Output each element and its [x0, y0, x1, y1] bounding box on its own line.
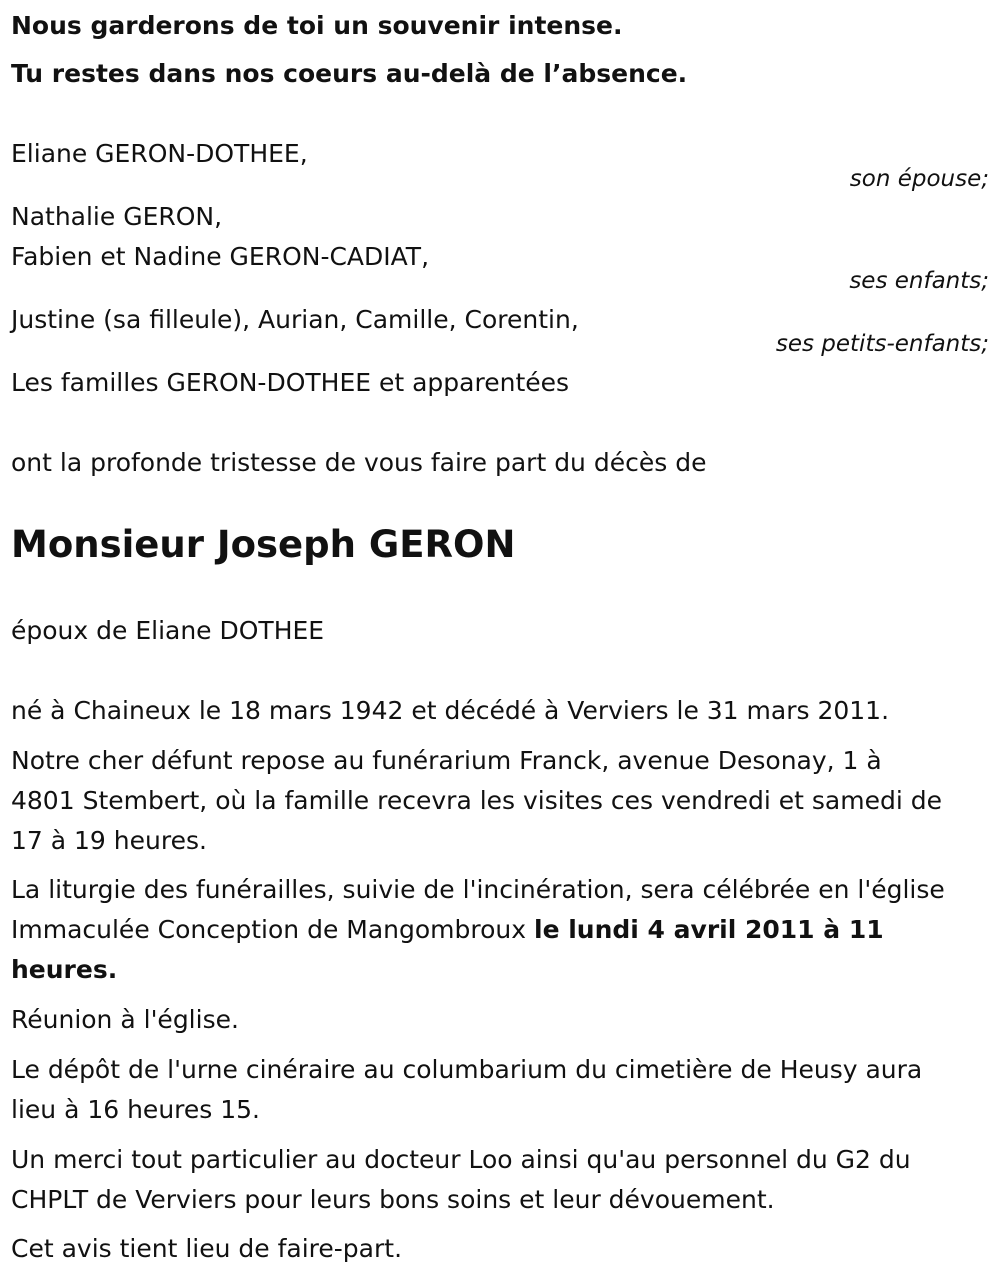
spouse-role: son épouse;: [849, 166, 989, 192]
quote-line-2: Tu restes dans nos coeurs au-delà de l’absence.: [11, 59, 688, 88]
spouse-name: Eliane GERON-DOTHEE,: [11, 139, 308, 168]
thanks-line-1: Un merci tout particulier au docteur Loo ainsi qu'au personnel du G2 du: [11, 1145, 911, 1174]
urn-line-2: lieu à 16 heures 15.: [11, 1095, 260, 1124]
liturgy-date: le lundi 4 avril 2011 à 11: [534, 915, 884, 944]
grandchildren-role: ses petits-enfants;: [775, 331, 989, 357]
liturgy-location: Immaculée Conception de Mangombroux: [11, 915, 534, 944]
child-name-1: Nathalie GERON,: [11, 202, 223, 231]
liturgy-line-3: heures.: [11, 955, 118, 984]
repose-line-2: 4801 Stembert, où la famille recevra les visites ces vendredi et samedi de: [11, 786, 942, 815]
repose-line-3: 17 à 19 heures.: [11, 826, 207, 855]
child-name-2: Fabien et Nadine GERON-CADIAT,: [11, 242, 430, 271]
liturgy-line-2: [11, 910, 884, 950]
closing-text: Cet avis tient lieu de faire-part.: [11, 1234, 403, 1263]
thanks-line-2: CHPLT de Verviers pour leurs bons soins et leur dévouement.: [11, 1185, 775, 1214]
announcement-text: ont la profonde tristesse de vous faire part du décès de: [11, 448, 707, 477]
grandchildren-names: Justine (sa filleule), Aurian, Camille, Corentin,: [11, 305, 579, 334]
birth-death-text: né à Chaineux le 18 mars 1942 et décédé à Verviers le 31 mars 2011.: [11, 696, 890, 725]
spouse-of: époux de Eliane DOTHEE: [11, 616, 325, 645]
extended-families: Les familles GERON-DOTHEE et apparentées: [11, 368, 570, 397]
liturgy-line-1: La liturgie des funérailles, suivie de l'incinération, sera célébrée en l'église: [11, 875, 945, 904]
quote-line-1: Nous garderons de toi un souvenir intense.: [11, 11, 623, 40]
children-role: ses enfants;: [849, 268, 989, 294]
meeting-text: Réunion à l'église.: [11, 1005, 239, 1034]
deceased-name: Monsieur Joseph GERON: [11, 523, 516, 566]
urn-line-1: Le dépôt de l'urne cinéraire au columbarium du cimetière de Heusy aura: [11, 1055, 923, 1084]
repose-line-1: Notre cher défunt repose au funérarium Franck, avenue Desonay, 1 à: [11, 746, 882, 775]
